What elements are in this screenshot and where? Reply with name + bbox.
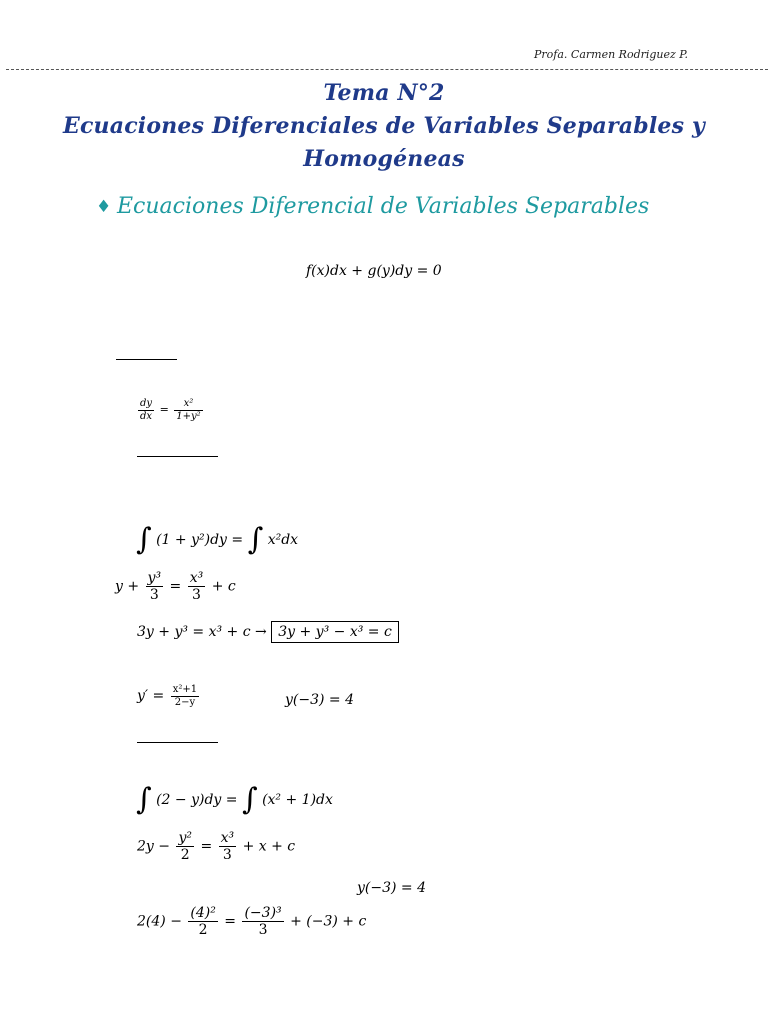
example-1-equation: $\frac{dy}{dx}$ = $\frac{\text{x²}}{\text{1+y²}}$	[140, 398, 201, 422]
example-2-equation: y′ = $\frac{\text{x²+1}}{2-y}$	[137, 684, 198, 708]
integral-sign-icon: ∫	[136, 782, 152, 817]
fraction-dy-dx: $\frac{dy}{dx}$	[140, 398, 153, 422]
blank-rule-1	[116, 359, 177, 360]
integral-sign-icon: ∫	[136, 522, 152, 557]
integral-sign-icon: ∫	[247, 522, 264, 557]
blank-rule-2	[137, 456, 218, 457]
fraction: $\frac{\text{(−3)³}}{3}$	[244, 905, 282, 939]
fraction: $\frac{\text{(4)²}}{2}$	[190, 905, 216, 939]
title-line-1: Tema N°2	[323, 80, 445, 106]
header-divider	[6, 69, 768, 70]
section-heading: Ecuaciones Diferencial de Variables Separables	[117, 194, 650, 219]
integral-sign-icon: ∫	[241, 782, 258, 817]
author-header: Profa. Carmen Rodriguez P.	[534, 48, 688, 61]
step-equation-3: 2y − $\frac{\text{y²}}{2}$ = $\frac{\text{x³}}{3}$ + x + c	[137, 830, 296, 864]
fraction-rhs: $\frac{\text{x²}}{\text{1+y²}}$	[176, 398, 201, 422]
boxed-result: 3y + y³ − x³ = c	[271, 621, 399, 643]
integral-equation-1: ∫ (1 + y²)dy = ∫ x²dx	[136, 522, 299, 557]
fraction: $\frac{\text{y³}}{3}$	[147, 570, 162, 604]
title-line-2: Ecuaciones Diferenciales de Variables Separables y	[62, 113, 706, 139]
step-equation-4: 2(4) − $\frac{\text{(4)²}}{2}$ = $\frac{\text{(−3)³}}{3}$ + (−3) + c	[137, 905, 367, 939]
initial-condition: y(−3) = 4	[285, 692, 355, 708]
fraction: $\frac{\text{y²}}{2}$	[178, 830, 192, 864]
integral-equation-2: ∫ (2 − y)dy = ∫ (x² + 1)dx	[136, 782, 333, 817]
fraction-rhs: $\frac{\text{x²+1}}{2-y}$	[172, 684, 198, 708]
fraction: $\frac{\text{x³}}{3}$	[189, 570, 204, 604]
blank-rule-3	[137, 742, 218, 743]
title-line-3: Homogéneas	[303, 146, 465, 172]
step-equation-2: 3y + y³ = x³ + c → 3y + y³ − x³ = c	[137, 624, 399, 640]
step-equation-1: y + $\frac{\text{y³}}{3}$ = $\frac{\text{x³}}{3}$ + c	[115, 570, 236, 604]
fraction: $\frac{\text{x³}}{3}$	[220, 830, 235, 864]
initial-condition-2: y(−3) = 4	[357, 880, 427, 896]
diamond-bullet-icon: ♦	[96, 197, 112, 217]
general-equation: f(x)dx + g(y)dy = 0	[306, 263, 442, 279]
